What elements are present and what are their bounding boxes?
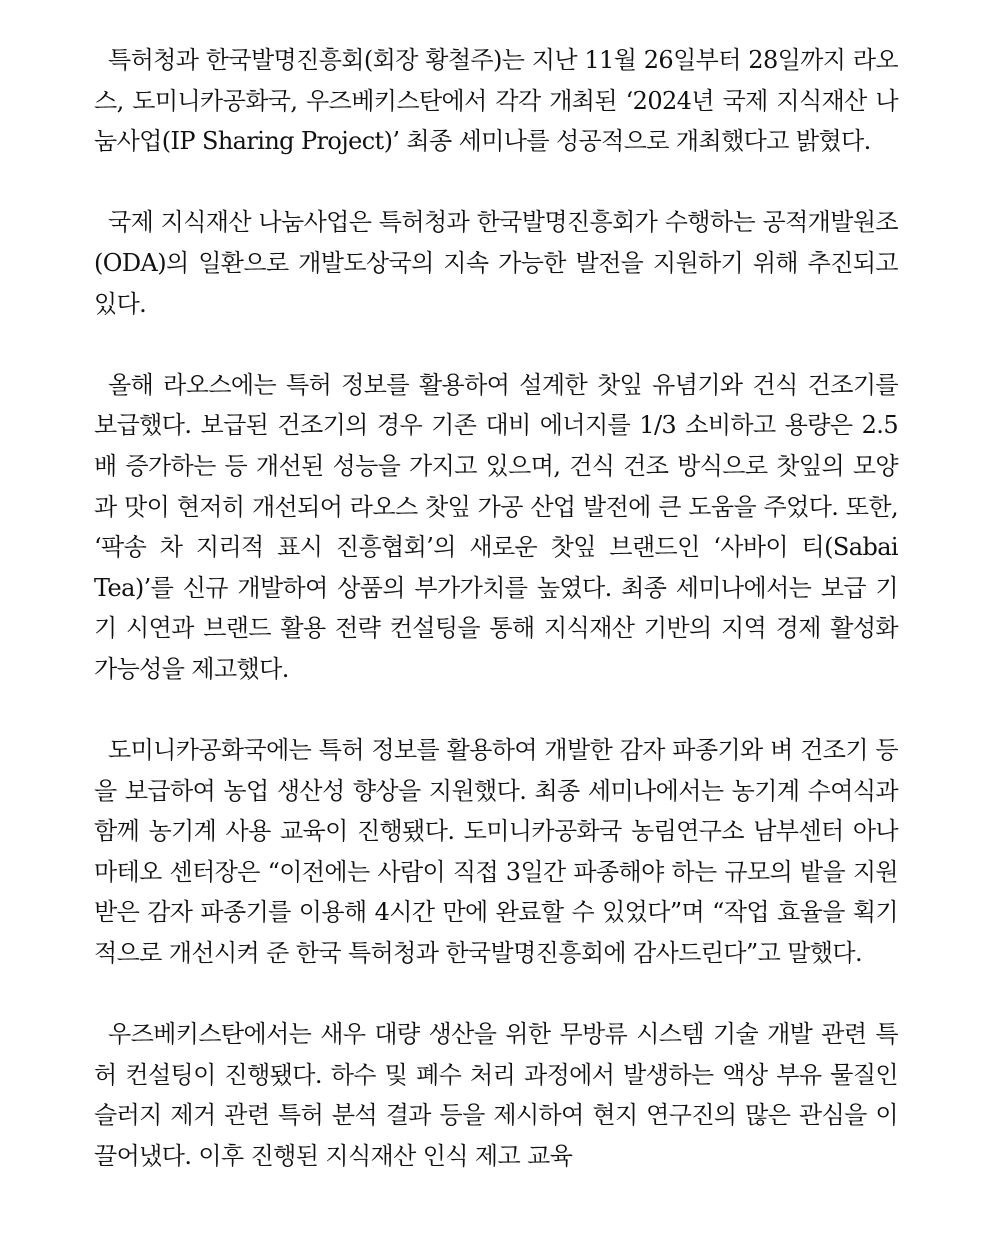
paragraph-intro: 특허청과 한국발명진흥회(회장 황철주)는 지난 11월 26일부터 28일까지 라오스, 도미니카공화국, 우즈베키스탄에서 각각 개최된 ‘2024년 국제 지식재산 나눔사업(IP Sharing Project)’ 최종 세미나를 성공적으로 개최했다고 밝혔다. bbox=[94, 46, 898, 156]
paragraph-dominican-republic: 도미니카공화국에는 특허 정보를 활용하여 개발한 감자 파종기와 벼 건조기 등을 보급하여 농업 생산성 향상을 지원했다. 최종 세미나에서는 농기계 수여식과 함께 농기계 사용 교육이 진행됐다. 도미니카공화국 농림연구소 남부센터 아나 마테오 센터장은 “이전에는 사람이 직접 3일간 파종해야 하는 규모의 밭을 지원받은 감자 파종기를 이용해 4시간 만에 완료할 수 있었다”며 “작업 효율을 획기적으로 개선시켜 준 한국 특허청과 한국발명진흥회에 감사드린다”고 말했다. bbox=[94, 736, 898, 968]
article-body bbox=[94, 40, 898, 1177]
paragraph-laos: 올해 라오스에는 특허 정보를 활용하여 설계한 찻잎 유념기와 건식 건조기를 보급했다. 보급된 건조기의 경우 기존 대비 에너지를 1/3 소비하고 용량은 2.5배 증가하는 등 개선된 성능을 가지고 있으며, 건식 건조 방식으로 찻잎의 모양과 맛이 현저히 개선되어 라오스 찻잎 가공 산업 발전에 큰 도움을 주었다. 또한, ‘팍송 차 지리적 표시 진흥협회’의 새로운 찻잎 브랜드인 ‘사바이 티(Sabai Tea)’를 신규 개발하여 상품의 부가가치를 높였다. 최종 세미나에서는 보급 기기 시연과 브랜드 활용 전략 컨설팅을 통해 지식재산 기반의 지역 경제 활성화 가능성을 제고했다. bbox=[94, 370, 898, 683]
paragraph-program-overview: 국제 지식재산 나눔사업은 특허청과 한국발명진흥회가 수행하는 공적개발원조(ODA)의 일환으로 개발도상국의 지속 가능한 발전을 지원하기 위해 추진되고 있다. bbox=[94, 208, 898, 318]
paragraph-uzbekistan: 우즈베키스탄에서는 새우 대량 생산을 위한 무방류 시스템 기술 개발 관련 특허 컨설팅이 진행됐다. 하수 및 폐수 처리 과정에서 발생하는 액상 부유 물질인 슬러지 제거 관련 특허 분석 결과 등을 제시하여 현지 연구진의 많은 관심을 이끌어냈다. 이후 진행된 지식재산 인식 제고 교육 bbox=[94, 1020, 898, 1171]
